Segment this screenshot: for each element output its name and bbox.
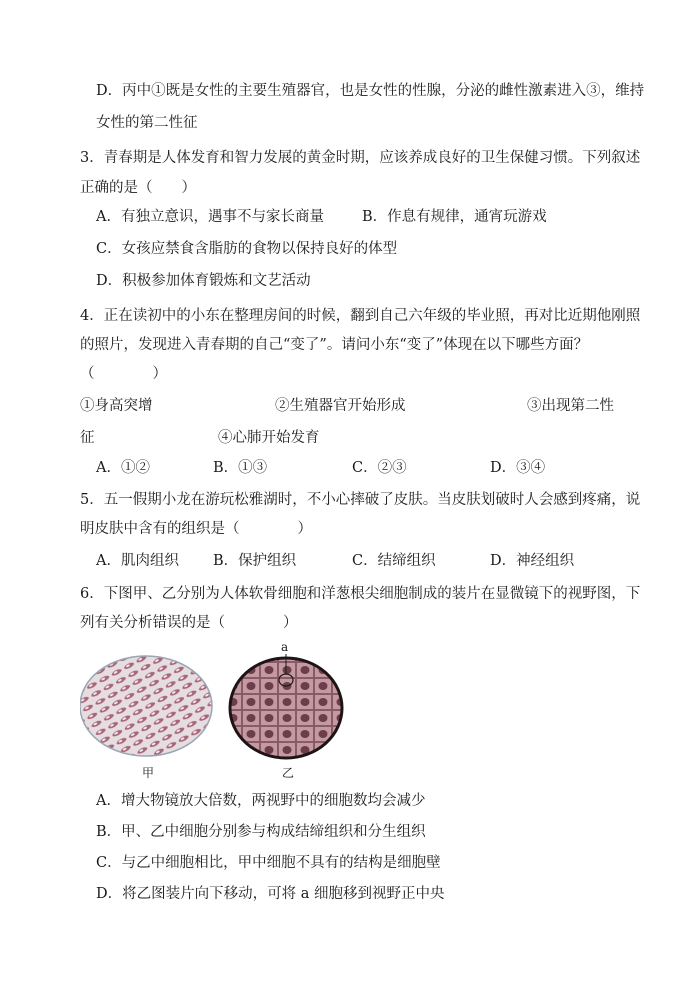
q6-stem-line1: 6．下图甲、乙分别为人体软骨细胞和洋葱根尖细胞制成的装片在显微镜下的视野图，下 bbox=[80, 586, 641, 602]
q4-stem-line2: 的照片，发现进入青春期的自己“变了”。请问小东“变了”体现在以下哪些方面？ bbox=[80, 337, 589, 353]
q2-option-d-line2: 女性的第二性征 bbox=[96, 115, 198, 131]
q4-option-d: D．③④ bbox=[490, 460, 546, 476]
yi-micrograph bbox=[230, 654, 342, 758]
q3-option-a: A．有独立意识，遇事不与家长商量 bbox=[96, 209, 324, 225]
q3-option-c: C．女孩应禁食含脂肪的食物以保持良好的体型 bbox=[96, 241, 398, 257]
q2-option-d-line1: D．丙中①既是女性的主要生殖器官，也是女性的性腺，分泌的雌性激素进入③，维持 bbox=[96, 83, 645, 99]
label-a: a bbox=[281, 640, 289, 654]
q4-item-4: ④心肺开始发育 bbox=[218, 430, 320, 446]
caption-yi: 乙 bbox=[282, 766, 295, 780]
micrograph-svg bbox=[80, 646, 350, 786]
micrograph-figure bbox=[80, 640, 350, 786]
q3-stem-line1: 3．青春期是人体发育和智力发展的黄金时期，应该养成良好的卫生保健习惯。下列叙述 bbox=[80, 150, 641, 166]
q4-option-b: B．①③ bbox=[213, 460, 268, 476]
q3-option-b: B．作息有规律，通宵玩游戏 bbox=[362, 209, 547, 225]
q6-option-b: B．甲、乙中细胞分别参与构成结缔组织和分生组织 bbox=[96, 824, 426, 840]
q5-option-c: C．结缔组织 bbox=[352, 553, 436, 569]
q6-option-c: C．与乙中细胞相比，甲中细胞不具有的结构是细胞壁 bbox=[96, 855, 441, 871]
q3-option-d: D．积极参加体育锻炼和文艺活动 bbox=[96, 273, 311, 289]
q5-stem-line2: 明皮肤中含有的组织是（ ） bbox=[80, 521, 312, 537]
q4-item-2: ②生殖器官开始形成 bbox=[275, 398, 406, 414]
q4-option-a: A．①② bbox=[96, 460, 150, 476]
q5-stem-line1: 5．五一假期小龙在游玩松雅湖时，不小心摔破了皮肤。当皮肤划破时人会感到疼痛，说 bbox=[80, 492, 641, 508]
jia-micrograph bbox=[80, 656, 212, 756]
q4-stem-line3: （ ） bbox=[80, 366, 167, 382]
q4-item-1: ①身高突增 bbox=[80, 398, 153, 414]
q4-item-3: ③出现第二性 bbox=[527, 398, 614, 414]
q5-option-a: A．肌肉组织 bbox=[96, 553, 179, 569]
q4-option-c: C．②③ bbox=[352, 460, 407, 476]
q6-stem-line2: 列有关分析错误的是（ ） bbox=[80, 615, 298, 631]
caption-jia: 甲 bbox=[142, 766, 155, 780]
q3-stem-line2: 正确的是（ ） bbox=[80, 180, 196, 196]
q5-option-b: B．保护组织 bbox=[213, 553, 297, 569]
q4-item-3-cont: 征 bbox=[80, 430, 95, 446]
q4-stem-line1: 4．正在读初中的小东在整理房间的时候，翻到自己六年级的毕业照，再对比近期他刚照 bbox=[80, 308, 641, 324]
q6-option-a: A．增大物镜放大倍数，两视野中的细胞数均会减少 bbox=[96, 793, 426, 809]
q6-option-d: D．将乙图装片向下移动，可将 a 细胞移到视野正中央 bbox=[96, 886, 445, 902]
q5-option-d: D．神经组织 bbox=[490, 553, 575, 569]
